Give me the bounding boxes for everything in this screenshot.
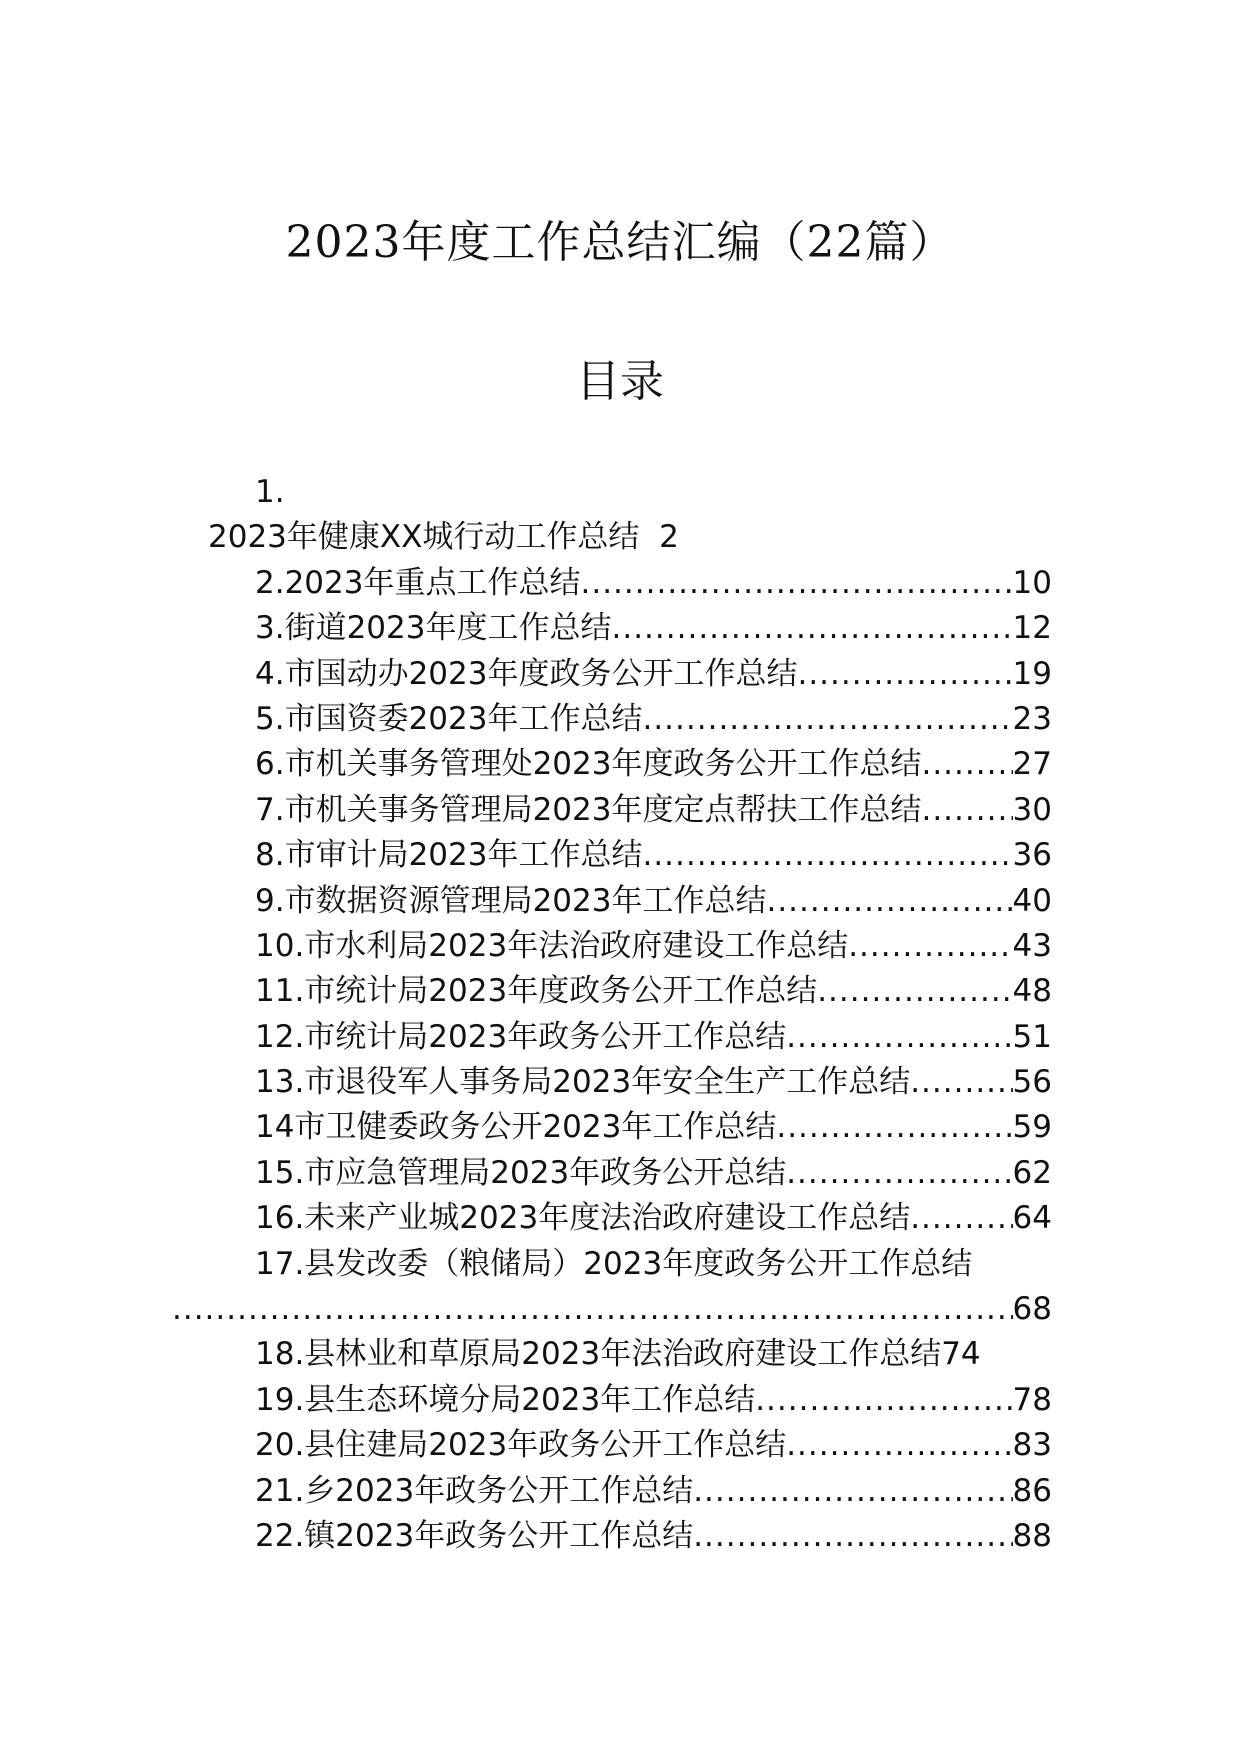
toc-leader-dots xyxy=(786,1423,1012,1468)
toc-entry[interactable] xyxy=(190,924,1052,969)
toc-entry-17-text[interactable]: 17.县发改委（粮储局）2023年度政务公开工作总结 xyxy=(255,1245,973,1282)
toc-entry[interactable] xyxy=(190,1015,1052,1060)
toc-entry-page: 36 xyxy=(1012,837,1052,874)
toc-leader-dots xyxy=(848,924,1012,969)
toc-leader-dots xyxy=(755,1378,1012,1423)
toc-entry-page: 83 xyxy=(1012,1427,1052,1464)
toc-entry-text: 11.市统计局2023年度政务公开工作总结 xyxy=(255,973,818,1010)
toc-entry-page: 62 xyxy=(1012,1154,1052,1191)
toc-entry[interactable] xyxy=(190,561,1052,606)
toc-leader-dots xyxy=(817,969,1012,1014)
toc-entry[interactable] xyxy=(190,1196,1052,1241)
toc-heading: 目录 xyxy=(576,356,664,407)
toc-entry-page: 64 xyxy=(1012,1200,1052,1237)
toc-entry[interactable] xyxy=(190,969,1052,1014)
toc-leader-dots xyxy=(693,1514,1012,1559)
toc-entry-page: 40 xyxy=(1012,882,1052,919)
toc-entry-18-text: 18.县林业和草原局2023年法治政府建设工作总结 xyxy=(255,1336,942,1373)
toc-entry-page: 19 xyxy=(1012,655,1052,692)
toc-entry-text: 2.2023年重点工作总结 xyxy=(255,564,581,601)
toc-entry[interactable] xyxy=(190,788,1052,833)
toc-entry[interactable] xyxy=(190,1423,1052,1468)
toc-entry-text: 20.县住建局2023年政务公开工作总结 xyxy=(255,1427,787,1464)
toc-entry-text: 7.市机关事务管理局2023年度定点帮扶工作总结 xyxy=(255,791,922,828)
toc-entry-text: 4.市国动办2023年度政务公开工作总结 xyxy=(255,655,798,692)
toc-entry-text: 22.镇2023年政务公开工作总结 xyxy=(255,1517,694,1554)
toc-entry[interactable] xyxy=(190,652,1052,697)
toc-entry-page: 48 xyxy=(1012,973,1052,1010)
toc-entry-page: 86 xyxy=(1012,1472,1052,1509)
toc-leader-dots xyxy=(693,1469,1012,1514)
toc-entry[interactable] xyxy=(190,697,1052,742)
toc-entry[interactable] xyxy=(190,606,1052,651)
toc-entry-text: 9.市数据资源管理局2023年工作总结 xyxy=(255,882,767,919)
toc-leader-dots xyxy=(910,1060,1012,1105)
toc-entry-1[interactable] xyxy=(190,515,1052,560)
toc-entry-1-text: 2023年健康XX城行动工作总结 xyxy=(208,519,640,556)
toc-entry[interactable] xyxy=(190,833,1052,878)
toc-entry[interactable] xyxy=(190,879,1052,924)
toc-entry-page: 43 xyxy=(1012,927,1052,964)
toc-entry-page: 78 xyxy=(1012,1381,1052,1418)
toc-leader-dots xyxy=(786,1151,1012,1196)
toc-entry-18[interactable] xyxy=(190,1332,1052,1377)
toc-entry-18-page: 74 xyxy=(941,1336,981,1373)
toc-leader-dots xyxy=(776,1105,1012,1150)
toc-entry-page: 12 xyxy=(1012,610,1052,647)
toc-entry-text: 13.市退役军人事务局2023年安全生产工作总结 xyxy=(255,1064,911,1101)
toc-entry-text: 12.市统计局2023年政务公开工作总结 xyxy=(255,1018,787,1055)
toc-leader-dots xyxy=(642,833,1012,878)
toc-entry-page: 88 xyxy=(1012,1517,1052,1554)
toc-entry[interactable] xyxy=(190,1105,1052,1150)
toc-entry-text: 21.乡2023年政务公开工作总结 xyxy=(255,1472,694,1509)
toc-entry-text: 10.市水利局2023年法治政府建设工作总结 xyxy=(255,927,849,964)
toc-entry[interactable] xyxy=(190,1151,1052,1196)
toc-leader-dots xyxy=(910,1196,1012,1241)
toc-entry[interactable] xyxy=(190,1378,1052,1423)
document-title: 2023年度工作总结汇编（22篇） xyxy=(285,217,955,268)
toc-entry-text: 3.街道2023年度工作总结 xyxy=(255,610,612,647)
toc-entry-text: 5.市国资委2023年工作总结 xyxy=(255,700,643,737)
toc-entry-text: 16.未来产业城2023年度法治政府建设工作总结 xyxy=(255,1200,911,1237)
toc-leader-dots xyxy=(766,879,1012,924)
toc-entry-page: 30 xyxy=(1012,791,1052,828)
toc-leader-dots xyxy=(786,1015,1012,1060)
toc-entry-text: 8.市审计局2023年工作总结 xyxy=(255,837,643,874)
toc-entry-text: 19.县生态环境分局2023年工作总结 xyxy=(255,1381,756,1418)
toc-leader-dots xyxy=(172,1287,1013,1332)
toc-entry-text: 14市卫健委政务公开2023年工作总结 xyxy=(255,1109,777,1146)
toc-entry[interactable] xyxy=(190,742,1052,787)
toc-leader-dots xyxy=(921,788,1012,833)
toc-entry-page: 51 xyxy=(1012,1018,1052,1055)
toc-leader-dots xyxy=(580,561,1012,606)
toc-entry-17-page: 68 xyxy=(1012,1291,1052,1328)
toc-entry[interactable] xyxy=(190,1060,1052,1105)
toc-entry-page: 23 xyxy=(1012,700,1052,737)
table-of-contents xyxy=(190,470,1052,1559)
toc-entry-page: 27 xyxy=(1012,746,1052,783)
toc-entry-page: 56 xyxy=(1012,1064,1052,1101)
toc-entry-text: 15.市应急管理局2023年政务公开总结 xyxy=(255,1154,787,1191)
toc-leader-dots xyxy=(611,606,1012,651)
toc-entry[interactable] xyxy=(190,1469,1052,1514)
toc-entry[interactable] xyxy=(190,1514,1052,1559)
toc-leader-dots xyxy=(797,652,1012,697)
toc-entry-page: 59 xyxy=(1012,1109,1052,1146)
toc-entry-1-page: 2 xyxy=(659,519,679,556)
toc-leader-dots xyxy=(642,697,1012,742)
toc-entry-17-leader[interactable] xyxy=(172,1287,1052,1332)
toc-leader-dots xyxy=(921,742,1012,787)
toc-entry-text: 6.市机关事务管理处2023年度政务公开工作总结 xyxy=(255,746,922,783)
toc-entry-1-number: 1. xyxy=(255,474,285,510)
toc-entry-page: 10 xyxy=(1012,564,1052,601)
